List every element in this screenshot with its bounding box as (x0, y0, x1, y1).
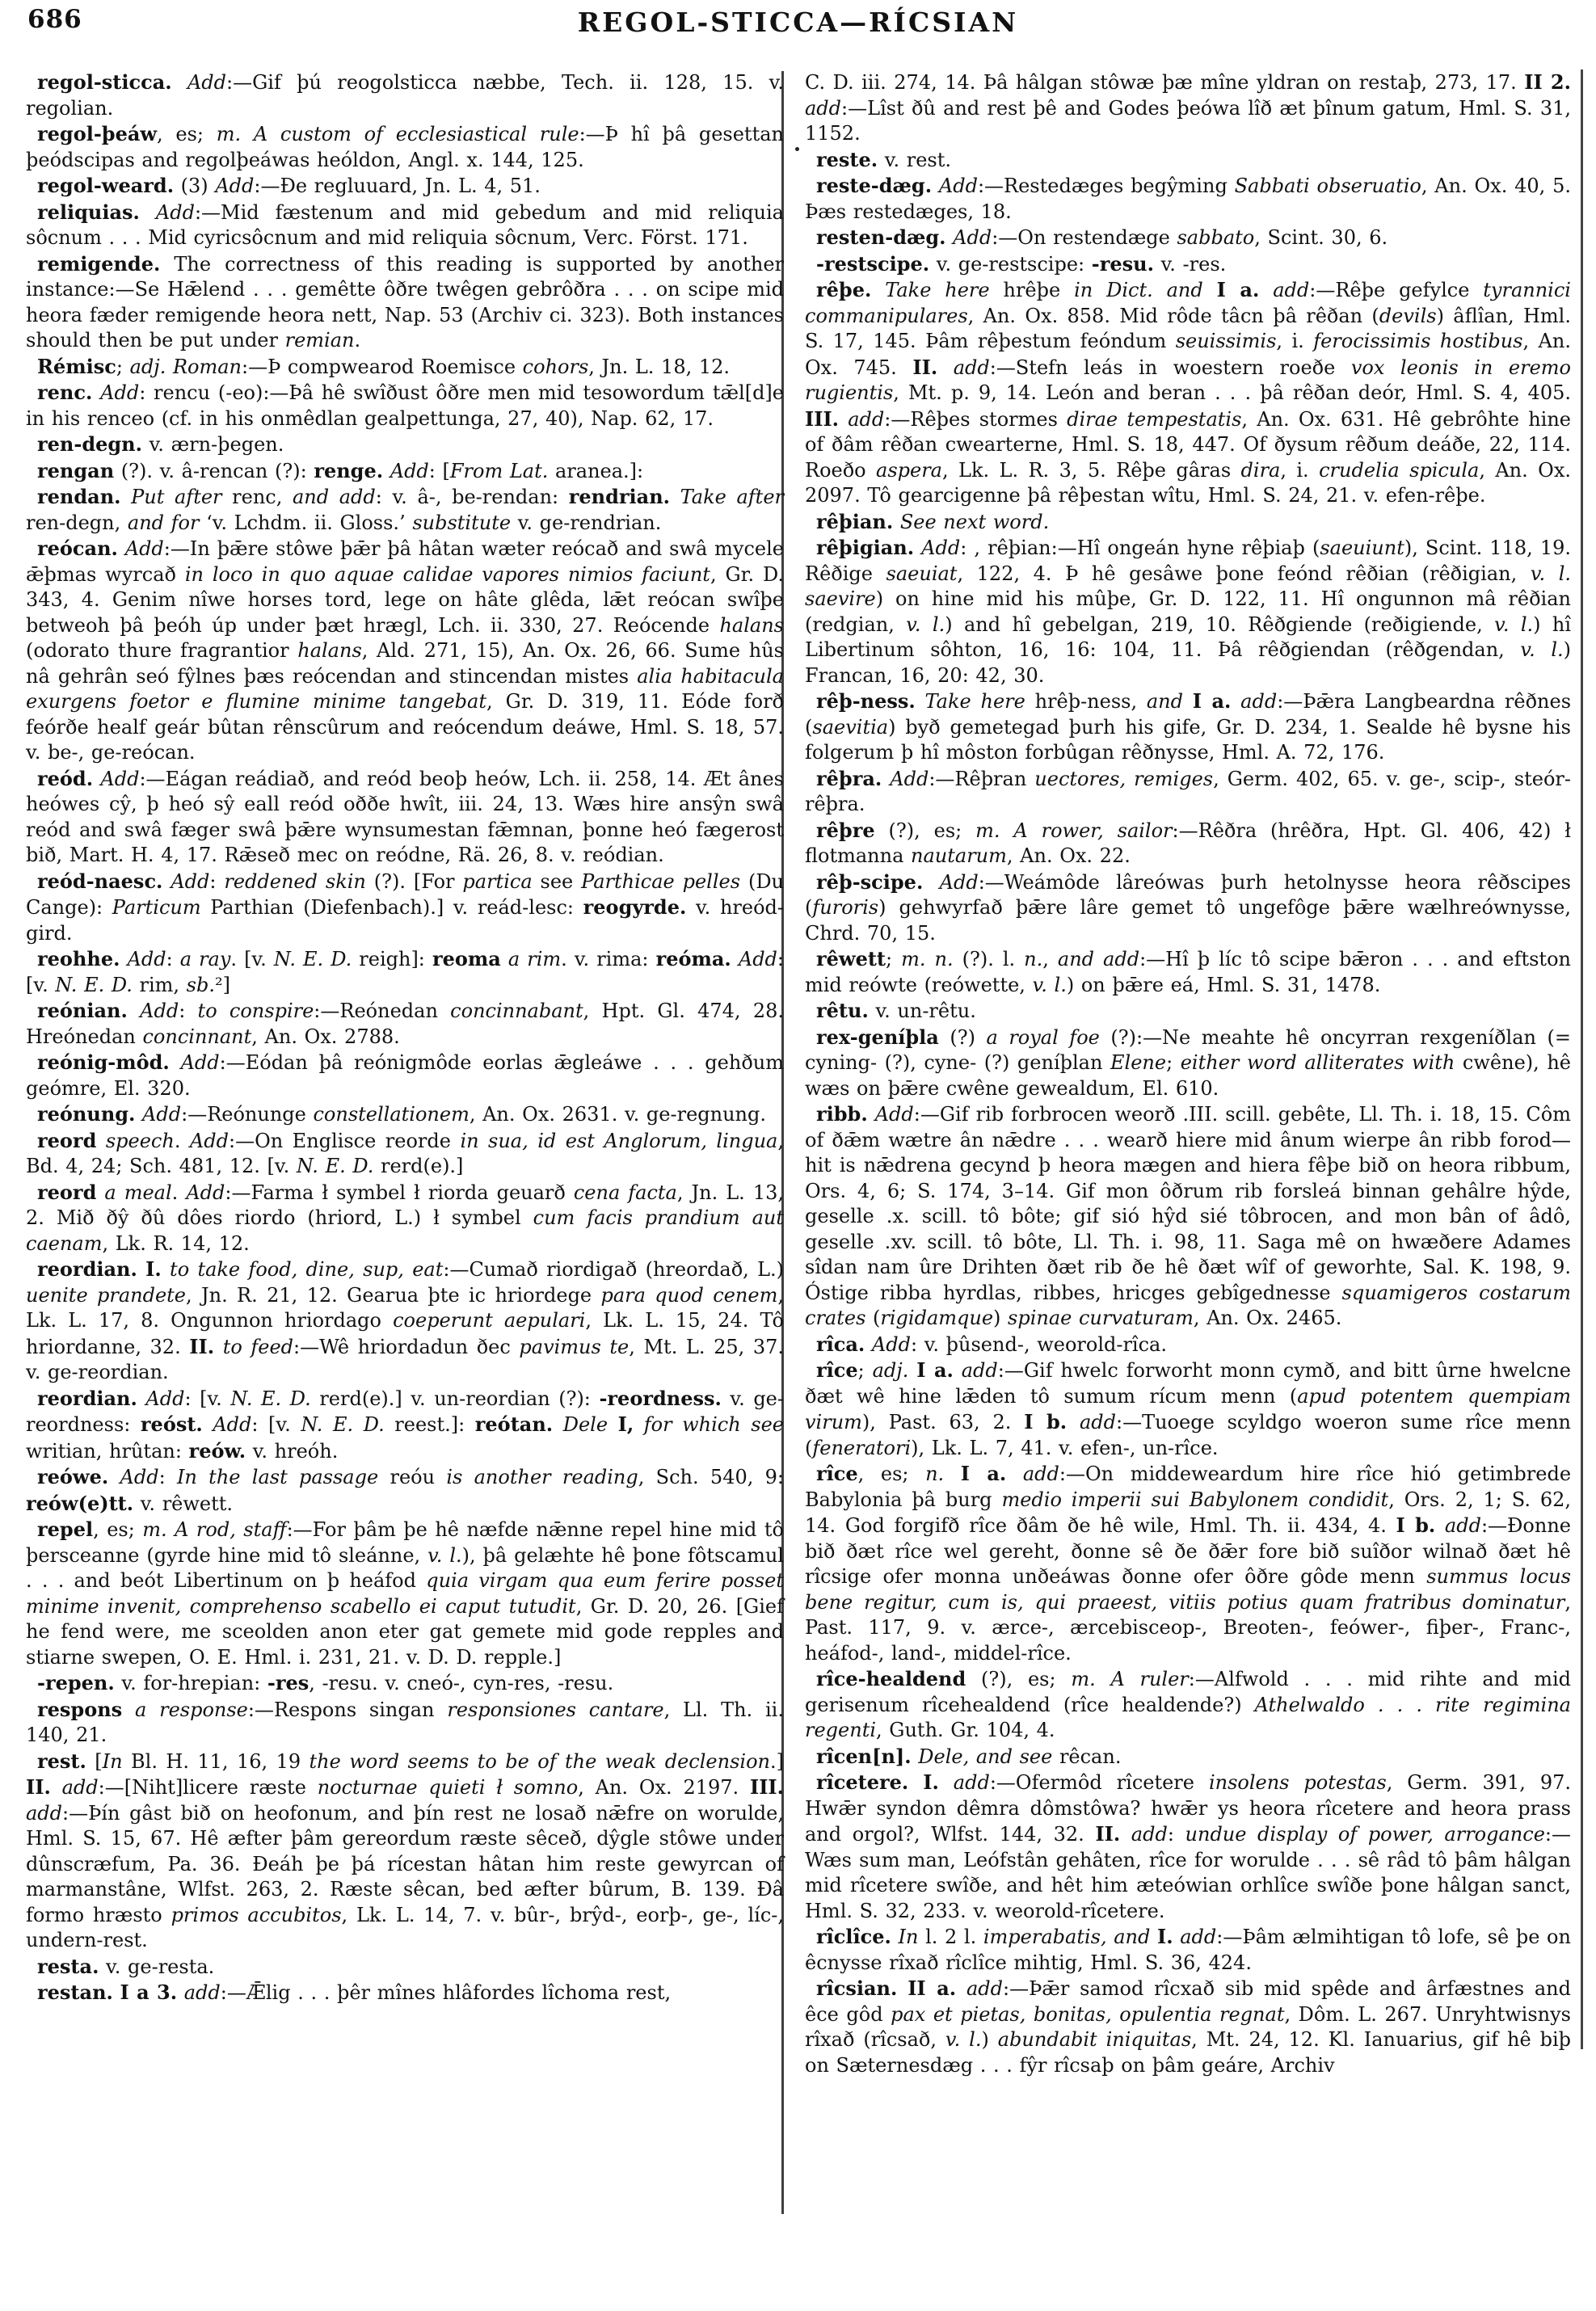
dictionary-entry: rêþian. See next word. (816, 509, 1050, 533)
print-artifact-dot (795, 147, 799, 151)
dictionary-entry: restan. I a 3. add:—Ǣlig . . . þêr mînes hlâfordes lîchoma rest, (37, 1981, 672, 2004)
dictionary-entry: rêþra. Add:—Rêþran uectores, remiges, Germ. 402, 65. v. ge-, scip-, steór-rêþra. (805, 766, 1572, 815)
right-column (805, 69, 1571, 2078)
dictionary-entry: reohhe. Add: a ray. [v. N. E. D. reigh]: reoma a rim. v. rima: reóma. Add: [v. N. E. D. rim, sb.²] (26, 947, 785, 996)
dictionary-entry: rex-geníþla (?) a royal foe (?):—Ne meahte hê oncyrran rexgeníðlan (= cyning- (?), cyne- (?) geníþlan Elene; either word alliterates with cwêne), hê wæs on þǣre cwêne gewealdum, El. 610. (805, 1025, 1571, 1100)
dictionary-entry: regol-sticca. Add:—Gif þú reogolsticca næbbe, Tech. ii. 128, 15. v. regolian. (26, 70, 785, 120)
dictionary-entry: -repen. v. for-hrepian: -res, -resu. v. cneó-, cyn-res, -resu. (37, 1671, 614, 1694)
running-head-title: REGOL-STICCA—RÍCSIAN (577, 6, 1019, 38)
dictionary-entry: rendan. Put after renc, and add: v. â-, be-rendan: rendrian. Take after ren-degn, and for ‘v. Lchdm. ii. Gloss.’ substitute v. ge-rendrian. (26, 485, 784, 534)
dictionary-entry: regol-weard. (3) Add:—Ðe regluuard, Jn. L. 4, 51. (37, 174, 541, 197)
dictionary-entry: reód. Add:—Eágan reádiað, and reód beoþ heów, Lch. ii. 258, 14. Æt ânes heówes cŷ, þ heó sŷ eall reód oððe hwît, iii. 24, 13. Wæs hire ansŷn swâ reód and swâ fæger swâ þǣre wynsumestan fǣmnan, þonne heó fægerost bið, Mart. H. 4, 17. Rǣseð mec on reódne, Rä. 26, 8. v. reódian. (26, 766, 784, 866)
dictionary-entry: rîcsian. II a. add:—Þǣr samod rîcxað sib mid spêde and ârfæstnes and êce gôd pax et pietas, bonitas, opulentia regnat, Dôm. L. 267. Unryhtwisnys rîxað (rîcsað, v. l.) abundabit iniquitas, Mt. 24, 12. Kl. Ianuarius, gif hê biþ on Sæternesdæg . . . fŷr rîcsaþ on þâm geáre, Archiv (805, 1976, 1572, 2077)
dictionary-entry: reówe. Add: In the last passage reóu is another reading, Sch. 540, 9: reów(e)tt. v. rêwett. (26, 1465, 784, 1515)
dictionary-entry: reónung. Add:—Reónunge constellationem, An. Ox. 2631. v. ge-regnung. (37, 1102, 766, 1126)
dictionary-entry: -restscipe. v. ge-restscipe: -resu. v. -res. (816, 251, 1227, 276)
dictionary-entry: respons a response:—Respons singan responsiones cantare, Ll. Th. ii. 140, 21. (26, 1697, 784, 1746)
page-number: 686 (27, 5, 82, 34)
dictionary-entry: rîclîce. In l. 2 l. imperabatis, and I. add:—Þâm ælmihtigan tô lofe, sê þe on êcnysse rîxað rîclîce mihtig, Hml. S. 36, 424. (805, 1925, 1571, 1974)
dictionary-entry: reliquias. Add:—Mid fæstenum and mid gebedum and mid reliquia sôcnum . . . Mid cyricsôcnum and mid reliquia sôcnum, Verc. Först. 171. (26, 200, 784, 249)
page-edge-rule (1581, 69, 1583, 2049)
dictionary-entry: reód-naesc. Add: reddened skin (?). [For partica see Parthicae pelles (Du Cange): Particum Parthian (Diefenbach).] v. reád-lesc: reogyrde. v. hreód-gird. (26, 869, 785, 945)
left-column (26, 69, 784, 2006)
dictionary-entry: rêþe. Take here hrêþe in Dict. and I a. add:—Rêþe gefylce tyrannici commanipulares, An. Ox. 858. Mid rôde tâcn þâ rêðan (devils) âflîan, Hml. S. 17, 145. Þâm rêþestum feóndum seuissimis, i. ferocissimis hostibus, An. Ox. 745. II. add:—Stefn leás in woestern roeðe vox leonis in eremo rugientis, Mt. p. 9, 14. León and beran . . . þâ rêðan deór, Hml. S. 4, 405. III. add:—Rêþes stormes dirae tempestatis, An. Ox. 631. Hê gebrôhte hine of ðâm rêðan cwearterne, Hml. S. 18, 447. Of ðysum rêðum deáðe, 22, 114. Roeðo aspera, Lk. L. R. 3, 5. Rêþe gâras dira, i. crudelia spicula, An. Ox. 2097. Tô gearcigenne þâ rêþestan wîtu, Hml. S. 24, 21. v. efen-rêþe. (805, 278, 1571, 507)
dictionary-entry: rêþre (?), es; m. A rower, sailor:—Rêðra (hrêðra, Hpt. Gl. 406, 42) ł flotmanna nautarum, An. Ox. 22. (805, 818, 1571, 867)
dictionary-entry: rêtu. v. un-rêtu. (816, 999, 976, 1022)
dictionary-entry: ren-degn. v. ærn-þegen. (37, 432, 284, 456)
dictionary-entry: ribb. Add:—Gif rib forbrocen weorð .III. scill. gebête, Ll. Th. i. 18, 15. Côm of ðǣm wætre ân nǣdre . . . wearð hiere mid ânum wierpe ân ribb forod—hit is nǣdrena gecynd þ heora mægen and hiera fêþe bið on heora ribbum, Ors. 4, 6; S. 174, 3–14. Gif mon ôðrum rib forsleá binnan gehâlre hŷde, geselle .x. scill. tô bôte; gif sió hŷd sié tôbrocen, and mon bân of âdô, geselle .xv. scill. tô bôte, Ll. Th. i. 98, 11. Saga mê on hwæðere Adames sîdan nam ûre Drihten ðæt rib ðe hê ðæt wîf of geworhte, Sal. K. 198, 9. Óstige ribba hyrdlas, ribbes, hricges gebîgednesse squamigeros costarum crates (rigidamque) spinae curvaturam, An. Ox. 2465. (805, 1102, 1571, 1329)
dictionary-entry: rest. [In Bl. H. 11, 16, 19 the word seems to be of the weak declension.] II. add:—[Niht]licere ræste nocturnae quieti ł somno, An. Ox. 2197. III. add:—Þín gâst bið on heofonum, and þín rest ne losað nǣfre on worulde, Hml. S. 15, 67. Hê æfter þâm gereordum ræste sêceð, dŷgle stôwe under dûnscræfum, Pa. 36. Ðeáh þe þá rícestan hâtan him reste gewyrcan of marmanstâne, Wlfst. 263, 2. Ræste sêcan, bed æfter bûrum, B. 139. Ðâ formo hræsto primos accubitos, Lk. L. 14, 7. v. bûr-, brŷd-, eorþ-, ge-, líc-, undern-rest. (26, 1749, 785, 1951)
dictionary-entry: rîce, es; n. I a. add:—On middeweardum hire rîce hió getimbrede Babylonia þâ burg medio imperii sui Babylonem condidit, Ors. 2, 1; S. 62, 14. God forgifð rîce ðâm ðe hê wile, Hml. Th. ii. 434, 4. I b. add:—Ðonne bið ðæt rîce wel gereht, ðonne sê ðe ðǣr fore bið suîðor wilnað ðæt hê rîcsige ofer monna unðeáwas ðonne ofer ôðre gôde menn summus locus bene regitur, cum is, qui praeest, vitiis potius quam fratribus dominatur, Past. 117, 9. v. ærce-, ærcebisceop-, Breoten-, feówer-, fiþer-, Franc-, heáfod-, land-, middel-rîce. (805, 1462, 1572, 1665)
dictionary-entry: reord speech. Add:—On Englisce reorde in sua, id est Anglorum, lingua, Bd. 4, 24; Sch. 481, 12. [v. N. E. D. rerd(e).] (26, 1128, 784, 1177)
dictionary-entry: C. D. iii. 274, 14. Þâ hâlgan stôwæ þæ mîne yldran on restaþ, 273, 17. II 2. add:—Lîst ðû and rest þê and Godes þeówa lîð æt þînum gatum, Hml. S. 31, 1152. (805, 70, 1571, 145)
dictionary-entry: rêþigian. Add: , rêþian:—Hî ongeán hyne rêþiaþ (saeuiunt), Scint. 118, 19. Rêðige saeuiat, 122, 4. Þ hê gesâwe þone feónd rêðian (rêðigian, v. l. saevire) on hine mid his mûþe, Gr. D. 122, 11. Hî ongunnon mâ rêðian (redgian, v. l.) and hî gebelgan, 219, 10. Rêðgiende (reðigiende, v. l.) hî Libertinum sôhton, 16, 16: 104, 11. Þâ rêðgiendan (rêðgendan, v. l.) Francan, 16, 20: 42, 30. (805, 536, 1572, 687)
dictionary-entry: reordian. Add: [v. N. E. D. rerd(e).] v. un-reordian (?): -reordness. v. ge-reordness: reóst. Add: [v. N. E. D. reest.]: reótan. Dele I, for which see writian, hrûtan: reów. v. hreóh. (26, 1386, 784, 1463)
dictionary-entry: rêþ-scipe. Add:—Weámôde lâreówas þurh hetolnysse heora rêðscipes (furoris) gehwyrfað þǣre lâre gemet tô ungefôge þǣre wælhreównysse, Chrd. 70, 15. (805, 869, 1571, 945)
dictionary-entry: rîce-healdend (?), es; m. A ruler:—Alfwold . . . mid rihte and mid gerisenum rîcehealdend (rîce healdende?) Athelwaldo . . . rite regimina regenti, Guth. Gr. 104, 4. (805, 1667, 1571, 1741)
dictionary-entry: reónian. Add: to conspire:—Reónedan concinnabant, Hpt. Gl. 474, 28. Hreónedan concinnant, An. Ox. 2788. (26, 999, 784, 1048)
dictionary-entry: renc. Add: rencu (-eo):—Þâ hê swîðust ôðre men mid tesowordum tǣl[d]e in his renceo (cf. in his onmêdlan gealpettunga, 27, 40), Nap. 62, 17. (26, 381, 784, 430)
dictionary-entry: resta. v. ge-resta. (37, 1954, 215, 1978)
dictionary-entry: rengan (?). v. â-rencan (?): renge. Add: [From Lat. aranea.]: (37, 458, 644, 482)
dictionary-entry: repel, es; m. A rod, staff:—For þâm þe hê næfde nǣnne repel hine mid tô þersceanne (gyrde hine mid tô sleánne, v. l.), þâ gelæhte hê þone fôtscamul . . . and beót Libertinum on þ heáfod quia virgam qua eum ferire posset minime invenit, comprehenso scabello ei caput tutudit, Gr. D. 20, 26. [Gief he fend were, me sceolden anon eter gat gemete mid gode repples and stiarne swepen, O. E. Hml. i. 231, 21. v. D. D. repple.] (26, 1518, 784, 1669)
dictionary-entry: reordian. I. to take food, dine, sup, eat:—Cumað riordigað (hreordað, L.) uenite prandete, Jn. R. 21, 12. Gearua þte ic hriordege para quod cenem, Lk. L. 17, 8. Ongunnon hriordago coeperunt aepulari, Lk. L. 15, 24. Tô hriordanne, 32. II. to feed:—Wê hriordadun ðec pavimus te, Mt. L. 25, 37. v. ge-reordian. (26, 1257, 785, 1383)
dictionary-entry: rîcen[n]. Dele, and see rêcan. (816, 1744, 1122, 1768)
dictionary-entry: rêþ-ness. Take here hrêþ-ness, and I a. add:—Þǣra Langbeardna rêðnes (saevitia) byð gemetegad þurh his gife, Gr. D. 234, 1. Sealde hê bysne his folgerum þ hî môston forbûgan rêðnysse, Hml. A. 72, 176. (805, 689, 1572, 764)
dictionary-entry: reste. v. rest. (816, 147, 952, 171)
dictionary-entry: resten-dæg. Add:—On restendæge sabbato, Scint. 30, 6. (816, 225, 1388, 249)
dictionary-entry: rîca. Add: v. þûsend-, weorold-rîca. (816, 1332, 1167, 1356)
dictionary-entry: rîcetere. I. add:—Ofermôd rîcetere insolens potestas, Germ. 391, 97. Hwǣr syndon dêmra dômstôwa? hwǣr ys heora rîcetere and heora prass and orgol?, Wlfst. 144, 32. II. add: undue display of power, arrogance:—Wæs sum man, Leófstân gehâten, rîce for worulde . . . sê râd tô þâm hâlgan mid rîcetere swîðe, and hêt him æteówian orhlîce swîðe þone hâlgan sanct, Hml. S. 32, 233. v. weorold-rîcetere. (805, 1770, 1572, 1922)
dictionary-entry: reónig-môd. Add:—Eódan þâ reónigmôde eorlas ǣgleáwe . . . gehðum geómre, El. 320. (26, 1050, 784, 1100)
dictionary-entry: reste-dæg. Add:—Restedæges begŷming Sabbati obseruatio, An. Ox. 40, 5. Þæs restedæges, 18. (805, 174, 1572, 223)
dictionary-entry: remigende. The correctness of this reading is supported by another instance:—Se Hǣlend . . . gemêtte ôðre twêgen gebrôðra . . . on scipe mid heora fæder remigende heora nett, Nap. 53 (Archiv ci. 323). Both instances should then be put under remian. (26, 251, 784, 351)
dictionary-entry: reócan. Add:—In þǣre stôwe þǣr þâ hâtan wæter reócað and swâ mycele ǣþmas wyrcað in loco in quo aquae calidae vapores nimios faciunt, Gr. D. 343, 4. Genim nîwe horses tord, lege on hâte glêda, lǣt reócan swîþe betweoh þâ þeóh úp under þæt hrægl, Lch. ii. 330, 27. Reócende halans (odorato thure fragrantior halans, Ald. 271, 15), An. Ox. 26, 66. Sume hûs nâ gehrân seó fŷlnes þæs reócendan and stincendan mistes alia habitacula exurgens foetor e flumine minime tangebat, Gr. D. 319, 11. Eóde forð feórðe healf geár bûtan rênscûrum and reócendum deáwe, Hml. S. 18, 57. v. be-, ge-reócan. (26, 537, 784, 764)
dictionary-entry: reord a meal. Add:—Farma ł symbel ł riorda geuarð cena facta, Jn. L. 13, 2. Mið ðŷ ðû dôes riordo (hriord, L.) ł symbel cum facis prandium aut caenam, Lk. R. 14, 12. (26, 1180, 784, 1255)
dictionary-entry: rîce; adj. I a. add:—Gif hwelc forworht monn cymð, and bitt ûrne hwelcne ðæt wê hine lǣden tô sumum rícum menn (apud potentem quempiam virum), Past. 63, 2. I b. add:—Tuoege scyldgo woeron sume rîce menn (feneratori), Lk. L. 7, 41. v. efen-, un-rîce. (805, 1358, 1571, 1459)
dictionary-entry: regol-þeáw, es; m. A custom of ecclesiastical rule:—Þ hî þâ gesettan þeódscipas and regolþeáwas heóldon, Angl. x. 144, 125. (26, 122, 784, 171)
dictionary-entry: rêwett; m. n. (?). l. n., and add:—Hî þ líc tô scipe bǣron . . . and eftston mid reówte (reówette, v. l.) on þǣre eá, Hml. S. 31, 1478. (805, 947, 1571, 996)
dictionary-entry: Rémisc; adj. Roman:—Þ compwearod Roemisce cohors, Jn. L. 18, 12. (37, 354, 731, 378)
